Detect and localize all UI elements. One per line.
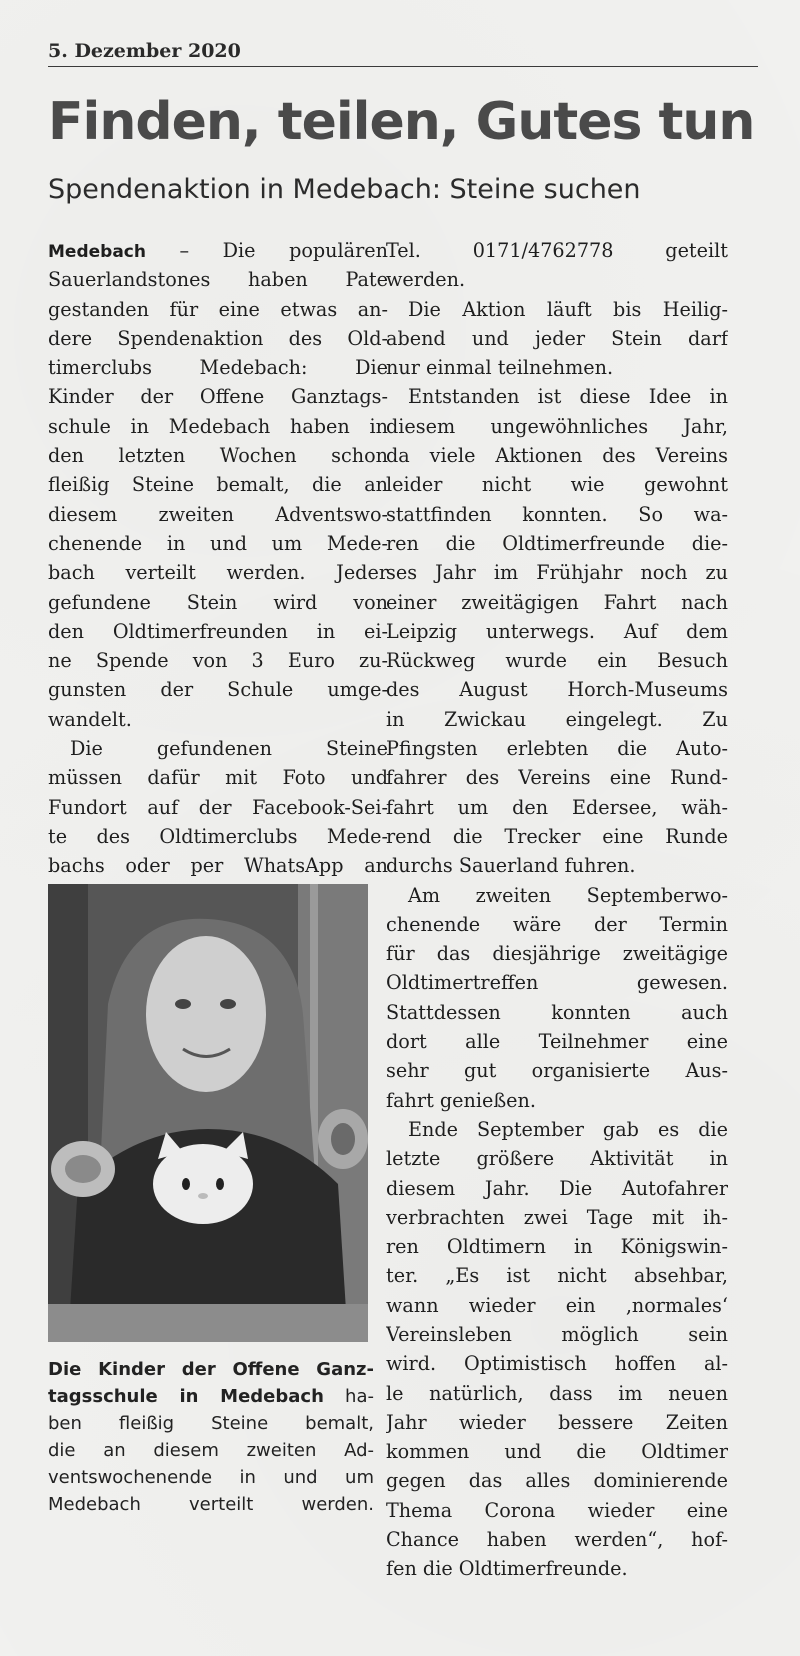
text-line: den Oldtimerfreunden in ei- xyxy=(48,619,388,643)
text-line: dere Spendenaktion des Old- xyxy=(48,326,388,350)
text-line: fen die Oldtimerfreunde. xyxy=(386,1557,628,1581)
text-line: Medebach – Die populären xyxy=(48,239,388,262)
text-line: wann wieder ein ‚normales‘ xyxy=(386,1293,728,1317)
text-line: den letzten Wochen schon xyxy=(48,444,388,468)
text-line: te des Oldtimerclubs Mede- xyxy=(48,824,388,848)
text-line: ter. „Es ist nicht absehbar, xyxy=(386,1264,728,1288)
text-line: diesem ungewöhnliches Jahr, xyxy=(386,414,728,438)
text-line: Die gefundenen Steine xyxy=(70,737,388,761)
text-line: in Zwickau eingelegt. Zu xyxy=(386,707,728,731)
text-line: Rückweg wurde ein Besuch xyxy=(386,649,728,673)
text-line: stattfinden konnten. So wa- xyxy=(386,502,728,526)
text-line: für das diesjährige zweitägige xyxy=(386,942,728,966)
text-line: Entstanden ist diese Idee in xyxy=(408,385,728,409)
text-line: Am zweiten Septemberwo- xyxy=(408,883,728,907)
text-line: Die Aktion läuft bis Heilig- xyxy=(408,297,728,321)
text-line: ren die Oldtimerfreunde die- xyxy=(386,531,728,555)
text-line: ne Spende von 3 Euro zu- xyxy=(48,649,388,673)
text-line: ses Jahr im Frühjahr noch zu xyxy=(386,561,728,585)
text-line: le natürlich, dass im neuen xyxy=(386,1381,728,1405)
article-photo xyxy=(48,884,368,1342)
text-line: abend und jeder Stein darf xyxy=(386,326,728,350)
text-line: chenende in und um Mede- xyxy=(48,531,388,555)
text-line: bach verteilt werden. Jeder xyxy=(48,561,388,585)
text-line: rend die Trecker eine Runde xyxy=(386,824,728,848)
text-line: gefundene Stein wird von xyxy=(48,590,388,614)
text-line: wird. Optimistisch hoffen al- xyxy=(386,1352,728,1376)
caption-line: tagsschule in Medebach ha- xyxy=(48,1386,374,1407)
text-line: leider nicht wie gewohnt xyxy=(386,473,728,497)
text-line: kommen und die Oldtimer xyxy=(386,1440,728,1464)
dateline: 5. Dezember 2020 xyxy=(48,40,758,67)
caption-line: ventswochenende in und um xyxy=(48,1467,374,1488)
article-column-right xyxy=(386,236,728,1584)
text-line: chenende wäre der Termin xyxy=(386,912,728,936)
caption-line: ben fleißig Steine bemalt, xyxy=(48,1413,374,1434)
caption-line: Medebach verteilt werden. xyxy=(48,1494,374,1515)
text-line: timerclubs Medebach: Die xyxy=(48,356,388,380)
text-line: Stattdessen konnten auch xyxy=(386,1000,728,1024)
caption-line: Die Kinder der Offene Ganz- xyxy=(48,1359,374,1380)
subheadline: Spendenaktion in Medebach: Steine suchen xyxy=(48,174,641,205)
text-line: werden. xyxy=(386,268,466,292)
text-line: gegen das alles dominierende xyxy=(386,1469,728,1493)
text-line: Oldtimertreffen gewesen. xyxy=(386,971,728,995)
text-line: Kinder der Offene Ganztags- xyxy=(48,385,388,409)
text-line: Ende September gab es die xyxy=(408,1117,728,1141)
dateline-location: Medebach xyxy=(48,242,146,262)
headline: Finden, teilen, Gutes tun xyxy=(48,92,755,152)
article-column-left xyxy=(48,236,388,881)
text-line: ren Oldtimern in Königswin- xyxy=(386,1235,728,1259)
text-line: Jahr wieder bessere Zeiten xyxy=(386,1410,728,1434)
text-line: Thema Corona wieder eine xyxy=(386,1498,728,1522)
text-line: Tel. 0171/4762778 geteilt xyxy=(386,239,728,262)
text-line: bachs oder per WhatsApp an xyxy=(48,854,388,878)
text-line: letzte größere Aktivität in xyxy=(386,1147,728,1171)
text-line: Vereinsleben möglich sein xyxy=(386,1322,728,1346)
text-line: Sauerlandstones haben Pate xyxy=(48,268,388,292)
text-line: fahrt um den Edersee, wäh- xyxy=(386,795,728,819)
text-line: durchs Sauerland fuhren. xyxy=(386,854,636,878)
text-line: gunsten der Schule umge- xyxy=(48,678,388,702)
text-line: fahrt genießen. xyxy=(386,1088,536,1112)
text-line: diesem Jahr. Die Autofahrer xyxy=(386,1176,728,1200)
text-line: gestanden für eine etwas an- xyxy=(48,297,388,321)
text-line: fleißig Steine bemalt, die an xyxy=(48,473,388,497)
text-line: verbrachten zwei Tage mit ih- xyxy=(386,1205,728,1229)
text-line: Leipzig unterwegs. Auf dem xyxy=(386,619,728,643)
text-line: nur einmal teilnehmen. xyxy=(386,356,614,380)
text-line: Chance haben werden“, hof- xyxy=(386,1528,728,1552)
text-line: des August Horch-Museums xyxy=(386,678,728,702)
text-line: da viele Aktionen des Vereins xyxy=(386,444,728,468)
text-line: fahrer des Vereins eine Rund- xyxy=(386,766,728,790)
text-line: Pfingsten erlebten die Auto- xyxy=(386,737,728,761)
text-line: Fundort auf der Facebook-Sei- xyxy=(48,795,388,819)
text-line: müssen dafür mit Foto und xyxy=(48,766,388,790)
text-line: sehr gut organisierte Aus- xyxy=(386,1059,728,1083)
text-line: schule in Medebach haben in xyxy=(48,414,388,438)
photo-caption xyxy=(48,1356,374,1518)
text-line: diesem zweiten Adventswo- xyxy=(48,502,388,526)
text-line: einer zweitägigen Fahrt nach xyxy=(386,590,728,614)
photo-child-with-painted-stones-icon xyxy=(48,884,368,1342)
text-line: wandelt. xyxy=(48,707,132,731)
text-line: dort alle Teilnehmer eine xyxy=(386,1030,728,1054)
caption-line: die an diesem zweiten Ad- xyxy=(48,1440,374,1461)
